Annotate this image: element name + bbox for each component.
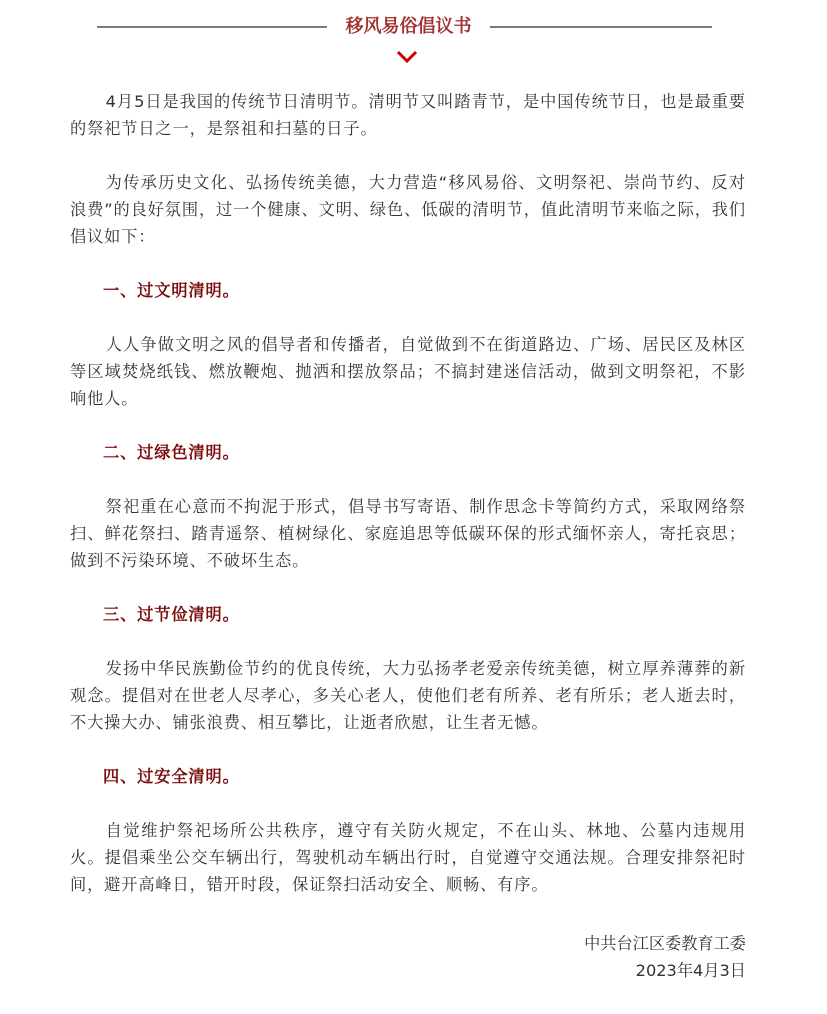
document-body bbox=[70, 88, 746, 898]
signature-date: 2023年4月3日 bbox=[635, 961, 746, 980]
section-heading-1: 一、过文明清明。 bbox=[103, 281, 240, 300]
section-body-1: 人人争做文明之风的倡导者和传播者，自觉做到不在街道路边、广场、居民区及林区等区域焚烧纸钱、燃放鞭炮、抛洒和摆放祭品；不搞封建迷信活动，做到文明祭祀，不影响他人。 bbox=[70, 335, 746, 408]
section-body-3: 发扬中华民族勤俭节约的优良传统，大力弘扬孝老爱亲传统美德，树立厚养薄葬的新观念。提倡对在世老人尽孝心，多关心老人，使他们老有所养、老有所乐；老人逝去时，不大操大办、铺张浪费、相互攀比，让逝者欣慰，让生者无憾。 bbox=[70, 659, 746, 732]
intro-paragraph-1: 4月5日是我国的传统节日清明节。清明节又叫踏青节，是中国传统节日，也是最重要的祭祀节日之一，是祭祖和扫墓的日子。 bbox=[70, 92, 746, 138]
signature-organization: 中共台江区委教育工委 bbox=[584, 934, 746, 953]
section-heading-2: 二、过绿色清明。 bbox=[103, 443, 240, 462]
signature-block bbox=[584, 930, 746, 984]
section-heading-3: 三、过节俭清明。 bbox=[103, 605, 240, 624]
document-title: 移风易俗倡议书 bbox=[345, 16, 472, 37]
header-rule-left bbox=[97, 26, 327, 28]
section-body-2: 祭祀重在心意而不拘泥于形式，倡导书写寄语、制作思念卡等简约方式，采取网络祭扫、鲜花祭扫、踏青遥祭、植树绿化、家庭追思等低碳环保的形式缅怀亲人，寄托哀思；做到不污染环境、不破坏生态。 bbox=[70, 497, 746, 570]
section-body-4: 自觉维护祭祀场所公共秩序，遵守有关防火规定，不在山头、林地、公墓内违规用火。提倡乘坐公交车辆出行，驾驶机动车辆出行时，自觉遵守交通法规。合理安排祭祀时间，避开高峰日，错开时段，保证祭扫活动安全、顺畅、有序。 bbox=[70, 821, 746, 894]
header-rule-right bbox=[490, 26, 712, 28]
section-heading-4: 四、过安全清明。 bbox=[103, 767, 240, 786]
intro-paragraph-2: 为传承历史文化、弘扬传统美德，大力营造“移风易俗、文明祭祀、崇尚节约、反对浪费”的良好氛围，过一个健康、文明、绿色、低碳的清明节，值此清明节来临之际，我们倡议如下： bbox=[70, 173, 746, 246]
document-header bbox=[0, 0, 827, 80]
chevron-down-icon bbox=[396, 50, 418, 64]
